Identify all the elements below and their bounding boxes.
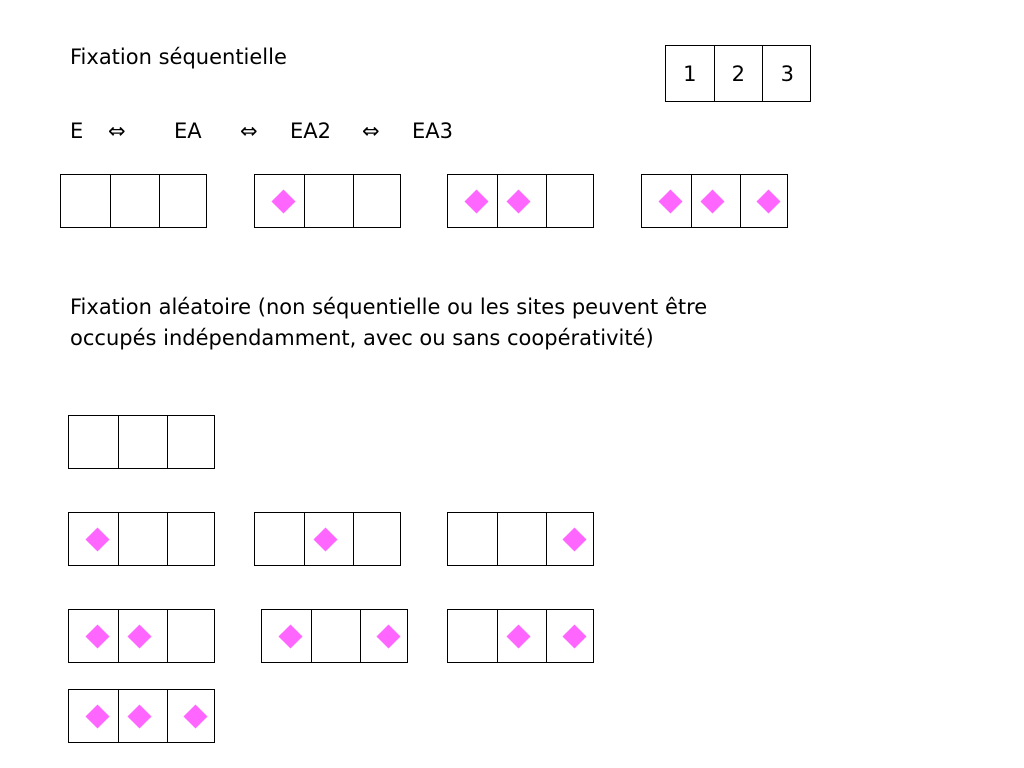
binding-site-2 [305, 513, 355, 565]
legend-site-2: 2 [715, 46, 764, 101]
binding-site-2 [498, 175, 548, 227]
equation-state-ea3: EA3 [412, 119, 453, 143]
legend-site-3: 3 [780, 61, 794, 86]
binding-site-1 [69, 416, 119, 468]
binding-site-2 [111, 175, 161, 227]
random-state-box-3 [254, 512, 401, 566]
ligand-diamond-icon [85, 527, 109, 551]
ligand-diamond-icon [127, 624, 151, 648]
ligand-diamond-icon [278, 624, 302, 648]
binding-site-3 [361, 610, 409, 662]
random-state-box-5 [68, 609, 215, 663]
equation-state-e: E [70, 119, 84, 143]
ligand-diamond-icon [271, 189, 295, 213]
binding-site-2 [119, 610, 169, 662]
binding-site-3 [160, 175, 208, 227]
binding-site-2 [305, 175, 355, 227]
binding-site-2 [498, 513, 548, 565]
binding-site-3 [168, 610, 216, 662]
binding-site-3 [354, 175, 402, 227]
ligand-diamond-icon [506, 624, 530, 648]
equation-state-ea2: EA2 [290, 119, 331, 143]
random-state-box-4 [447, 512, 594, 566]
ligand-diamond-icon [127, 704, 151, 728]
ligand-diamond-icon [85, 704, 109, 728]
random-title-line-1: Fixation aléatoire (non séquentielle ou les sites peuvent être [70, 295, 708, 319]
binding-site-1 [69, 690, 119, 742]
binding-site-3 [168, 513, 216, 565]
binding-site-1 [262, 610, 312, 662]
random-state-box-1 [68, 415, 215, 469]
binding-site-1 [448, 513, 498, 565]
ligand-diamond-icon [562, 527, 586, 551]
binding-site-3 [741, 175, 789, 227]
binding-site-1 [448, 610, 498, 662]
binding-site-2 [312, 610, 362, 662]
binding-site-2 [119, 416, 169, 468]
random-state-box-8 [68, 689, 215, 743]
binding-site-2 [498, 610, 548, 662]
binding-site-1 [255, 513, 305, 565]
binding-site-2 [119, 690, 169, 742]
equation-state-ea: EA [174, 119, 202, 143]
ligand-diamond-icon [464, 189, 488, 213]
sequential-state-box-1 [60, 174, 207, 228]
ligand-diamond-icon [756, 189, 780, 213]
sequential-state-box-2 [254, 174, 401, 228]
ligand-diamond-icon [183, 704, 207, 728]
binding-site-1 [642, 175, 692, 227]
random-title-line-2: occupés indépendamment, avec ou sans coopérativité) [70, 326, 654, 350]
ligand-diamond-icon [700, 189, 724, 213]
binding-site-2 [119, 513, 169, 565]
sequential-title: Fixation séquentielle [70, 45, 287, 69]
binding-site-1 [69, 513, 119, 565]
equation-arrow-1: ⇔ [108, 119, 126, 143]
binding-site-3 [547, 175, 595, 227]
ligand-diamond-icon [506, 189, 530, 213]
binding-site-2 [692, 175, 742, 227]
binding-site-1 [448, 175, 498, 227]
binding-site-3 [354, 513, 402, 565]
binding-site-3 [547, 513, 595, 565]
ligand-diamond-icon [658, 189, 682, 213]
binding-site-1 [255, 175, 305, 227]
ligand-diamond-icon [313, 527, 337, 551]
ligand-diamond-icon [85, 624, 109, 648]
binding-site-3 [547, 610, 595, 662]
legend-site-1: 1 [666, 46, 715, 101]
sequential-state-box-3 [447, 174, 594, 228]
site-numbering-legend [665, 45, 811, 102]
binding-site-1 [69, 610, 119, 662]
binding-site-1 [61, 175, 111, 227]
binding-site-3 [168, 690, 216, 742]
random-state-box-2 [68, 512, 215, 566]
equation-arrow-3: ⇔ [362, 119, 380, 143]
ligand-diamond-icon [376, 624, 400, 648]
binding-site-3 [168, 416, 216, 468]
equation-arrow-2: ⇔ [240, 119, 258, 143]
ligand-diamond-icon [562, 624, 586, 648]
random-state-box-7 [447, 609, 594, 663]
random-state-box-6 [261, 609, 408, 663]
sequential-state-box-4 [641, 174, 788, 228]
